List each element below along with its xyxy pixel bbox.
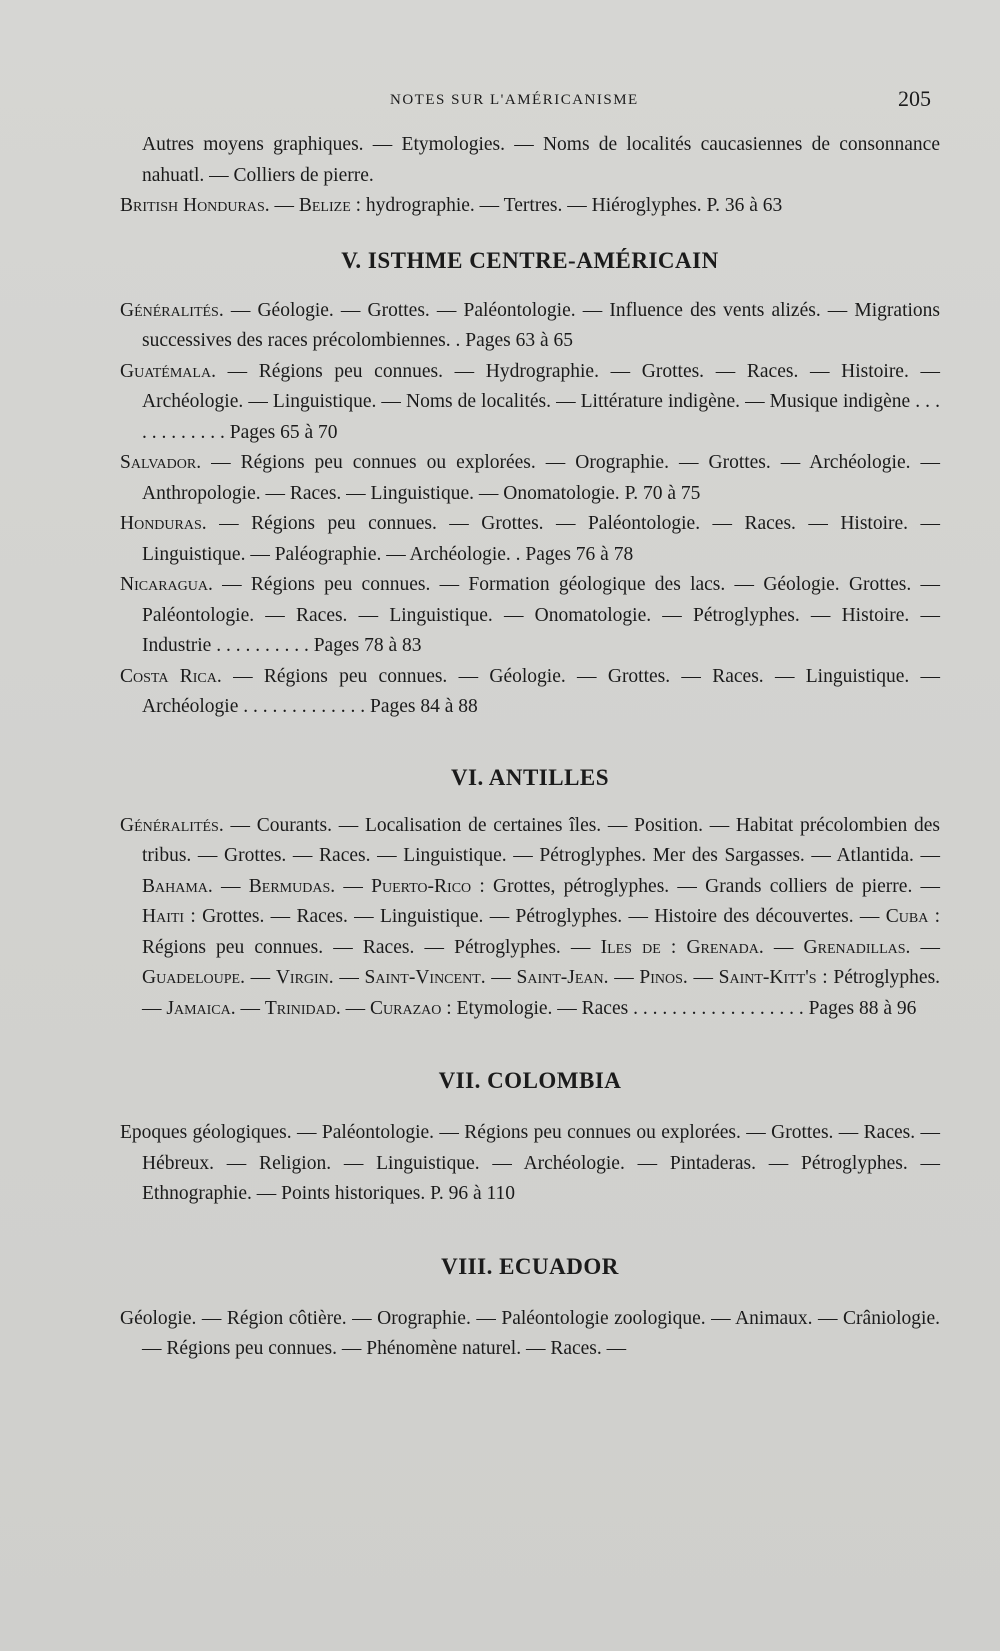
toc-entry	[120, 357, 940, 449]
table-of-contents	[120, 130, 940, 1365]
toc-entry-head: Généralités.	[120, 814, 224, 836]
toc-entry-text: — Régions peu connues. — Géologie. — Grottes. — Races. — Linguistique. — Archéologie . . . . . . . . . . . . .	[142, 665, 941, 717]
island-name: Pinos.	[639, 967, 688, 988]
island-name: Haiti	[142, 906, 185, 927]
toc-entry-british-honduras: British Honduras. — Belize : hydrographie. — Tertres. — Hiéroglyphes. P. 36 à 63	[120, 195, 783, 216]
toc-entry	[120, 570, 940, 662]
island-name: Virgin.	[275, 967, 334, 988]
page-number: 205	[898, 86, 931, 111]
island-name: Bermudas.	[248, 875, 336, 897]
toc-entry-pages: P. 36 à 63	[706, 195, 783, 216]
island-name: Grenadillas.	[803, 936, 911, 958]
toc-entry-text: : Grottes, pétroglyphes. — Grands colliers de pierre. —	[479, 875, 941, 897]
toc-entry-head: Généralités.	[120, 299, 224, 321]
toc-entry	[120, 296, 940, 357]
island-name: Grenada.	[686, 936, 764, 958]
island-name: Curazao	[370, 997, 442, 1019]
section-title: V. ISTHME CENTRE-AMÉRICAIN	[341, 247, 719, 273]
toc-entry-pages: Pages 88 à 96	[808, 997, 917, 1019]
toc-entry-text: Epoques géologiques. — Paléontologie. — Régions peu connues ou explorées. — Grottes. — Races. — Hébreux. — Religion. — Linguistique. — Archéologie. — Pintaderas. — Pétroglyphes. — Ethnographie. — Points historiques.	[120, 1122, 940, 1204]
toc-entry-ecuador	[120, 1304, 940, 1365]
toc-entry-head: Guatémala.	[120, 360, 216, 382]
toc-entry-text: — Régions peu connues ou explorées. — Orographie. — Grottes. — Archéologie. — Anthropologie. — Races. — Linguistique. — Onomatologie.	[142, 452, 941, 504]
toc-entry-pages: P. 96 à 110	[430, 1183, 516, 1204]
toc-entry-pages: Pages 84 à 88	[370, 696, 478, 717]
toc-entry-text: — Courants. — Localisation de certaines îles. — Position. — Habitat précolombien des tribus. — Grottes. — Races. — Linguistique. — Pétroglyphes. Mer des Sargasses. — Atlantida. —	[142, 814, 940, 866]
toc-entry-head: Salvador.	[120, 452, 202, 473]
toc-entry-text: —	[920, 936, 941, 958]
toc-entry-text: —	[491, 967, 511, 988]
toc-entry-text: : Grottes. — Races. — Linguistique. — Pétroglyphes. — Histoire des découvertes. —	[190, 906, 880, 927]
toc-entry-text: — Régions peu connues. — Grottes. — Paléontologie. — Races. — Histoire. — Linguistique. — Paléographie. — Archéologie. .	[142, 513, 940, 565]
toc-entry-text: —	[343, 875, 363, 897]
toc-entry-text: : Pétroglyphes. —	[142, 967, 941, 1019]
running-title: NOTES SUR L'AMÉRICANISME	[390, 92, 639, 108]
toc-entry-pages: Pages 76 à 78	[525, 543, 634, 565]
island-name: Jamaica.	[166, 997, 236, 1019]
toc-entry-text: — Régions peu connues. — Formation géologique des lacs. — Géologie. Grottes. — Paléontologie. — Races. — Linguistique. — Onomatologie. — Pétroglyphes. — Histoire. — Industrie . . . . . . . . . .	[142, 574, 941, 656]
toc-entry-colombia	[120, 1118, 940, 1210]
island-name: Puerto-Rico	[371, 875, 472, 897]
island-name: Saint-Kitt's	[718, 967, 817, 988]
island-name: Cuba	[885, 906, 929, 927]
toc-entry-subhead: Belize	[298, 195, 351, 216]
toc-entry-head: Costa Rica.	[120, 665, 222, 687]
section-title: VIII. ECUADOR	[441, 1253, 619, 1279]
island-name: Guadeloupe.	[142, 967, 245, 988]
toc-entry-text: —	[614, 967, 634, 988]
toc-entry-head: Nicaragua.	[120, 574, 213, 595]
toc-entry-text: —	[221, 875, 241, 897]
toc-entry-text: : hydrographie. — Tertres. — Hiéroglyphes.	[355, 195, 702, 216]
toc-entry-carryover	[120, 130, 940, 191]
toc-entry-pages: Pages 63 à 65	[465, 330, 574, 351]
toc-entry-text: — Géologie. — Grottes. — Paléontologie. — Influence des vents alizés. — Migrations successives des races précolombiennes. .	[142, 299, 940, 351]
section-title: VII. COLOMBIA	[438, 1068, 622, 1093]
toc-entry-text: Autres moyens graphiques. — Etymologies. — Noms de localités caucasiennes de consonnance nahuatl. — Colliers de pierre.	[142, 134, 940, 186]
island-name: Saint-Vincent.	[364, 967, 486, 988]
toc-entry-text: —	[773, 936, 794, 958]
toc-entry-text: — Régions peu connues. — Hydrographie. — Grottes. — Races. — Histoire. — Archéologie. — Linguistique. — Noms de localités. — Littérature indigène. — Musique indigène . . . . . . . . . . . .	[142, 360, 941, 443]
island-name: Iles de	[600, 936, 661, 958]
toc-entry-head: Honduras.	[120, 513, 207, 534]
island-name: Bahama.	[142, 875, 213, 897]
toc-entry-pages: Pages 78 à 83	[313, 635, 422, 656]
island-name: Saint-Jean.	[516, 967, 609, 988]
toc-entry	[120, 509, 940, 570]
toc-entry-text: —	[240, 997, 260, 1019]
toc-entry-text: Géologie. — Région côtière. — Orographie. — Paléontologie zoologique. — Animaux. — Crâniologie. — Régions peu connues. — Phénomène naturel. — Races. —	[120, 1307, 940, 1359]
toc-entry-pages: Pages 65 à 70	[229, 421, 338, 443]
toc-entry	[120, 662, 940, 723]
toc-entry-antilles	[120, 811, 940, 1025]
toc-entry-text: :	[670, 936, 677, 958]
page-header	[0, 86, 1000, 116]
toc-entry-text: —	[339, 967, 359, 988]
toc-entry-text: —	[693, 967, 713, 988]
section-title: VI. ANTILLES	[450, 764, 610, 790]
toc-entry-head: British Honduras	[120, 195, 265, 216]
toc-entry-text: : Etymologie. — Races . . . . . . . . . . . . . . . . . .	[446, 997, 804, 1019]
toc-entry-pages: P. 70 à 75	[624, 482, 701, 504]
island-name: Trinidad.	[264, 997, 341, 1019]
toc-entry	[120, 448, 940, 509]
toc-entry-text: —	[345, 997, 366, 1019]
toc-entry-text: : Régions peu connues. — Races. — Pétroglyphes. —	[142, 906, 941, 958]
toc-entry-text: —	[250, 967, 271, 988]
